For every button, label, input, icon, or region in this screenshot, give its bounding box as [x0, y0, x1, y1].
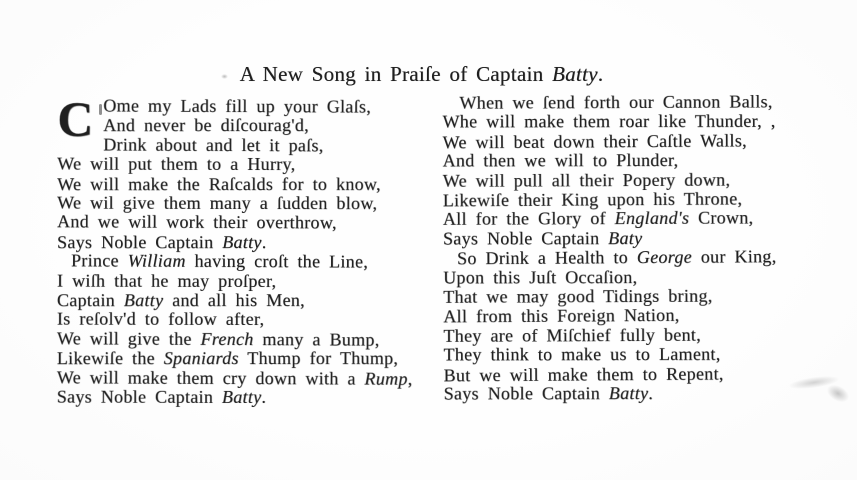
text-run: Upon this Juſt Occaſion,: [443, 266, 638, 288]
text-run: And never be diſcourag'd,: [103, 115, 309, 136]
italic-text: Batty: [222, 231, 262, 252]
verse-line: [57, 329, 439, 350]
verse-line: [57, 135, 439, 156]
italic-text: Batty: [551, 62, 598, 86]
italic-text: Spaniards: [163, 348, 239, 369]
verse-line: [443, 325, 849, 346]
verse-column-right: [442, 92, 849, 404]
text-run: And we will work their overthrow,: [57, 211, 337, 233]
text-run: So Drink a Health to: [456, 247, 637, 269]
text-run: We will pull all their Popery down,: [442, 169, 731, 191]
text-run: Whe will make them roar like Thunder, ,: [442, 111, 776, 132]
verse-line: [57, 213, 439, 234]
text-run: Drink about and let it paſs,: [103, 134, 324, 156]
verse-line: [443, 267, 849, 287]
verse-line: [443, 228, 849, 248]
text-run: We will make them cry down with a: [56, 366, 365, 389]
text-run: They think to make us to Lament,: [443, 344, 721, 365]
italic-text: French: [200, 328, 254, 349]
text-run: .: [648, 383, 654, 404]
italic-text: Baty: [608, 227, 643, 248]
verse-line: [443, 209, 849, 230]
text-run: Crown,: [689, 207, 754, 229]
verse-line: [57, 175, 439, 195]
text-run: Says Noble Captain: [56, 386, 222, 408]
text-run: and all his Men,: [163, 290, 305, 311]
italic-text: Rump: [364, 368, 408, 389]
verse-line: [57, 251, 439, 272]
text-run: .: [261, 387, 267, 408]
verse-line: [443, 345, 849, 365]
text-run: We will beat down their Caſtle Walls,: [442, 130, 747, 153]
verse-column-left: [56, 90, 440, 408]
verse-line: [57, 233, 439, 253]
text-run: We will put them to a Hurry,: [57, 153, 296, 175]
text-run: When we ſend forth our Cannon Balls,: [459, 91, 773, 113]
italic-text: George: [636, 246, 693, 268]
verse-line: [57, 291, 439, 311]
verse-line: [443, 170, 849, 191]
verse-line: [57, 368, 439, 389]
text-run: Is reſolv'd to follow after,: [56, 309, 265, 330]
text-run: .: [597, 62, 604, 86]
verse-line: [57, 271, 439, 291]
text-run: Likewiſe their King upon his Throne,: [442, 188, 743, 211]
text-run: We will make the Raſcalds for to know,: [57, 173, 381, 194]
text-run: They are of Miſchief fully bent,: [443, 324, 701, 346]
text-run: Prince: [70, 250, 128, 271]
verse-line: [57, 310, 439, 330]
italic-text: William: [127, 250, 186, 271]
text-run: ,: [407, 368, 413, 389]
text-run: I wiſh that he may proſper,: [56, 270, 277, 291]
verse-line: [57, 349, 439, 369]
italic-text: Batty: [221, 387, 262, 408]
italic-text: Batty: [608, 383, 649, 404]
text-run: our King,: [691, 246, 777, 267]
verse-line: [443, 151, 849, 171]
text-run: having croſt the Line,: [185, 250, 369, 272]
text-run: All from this Foreign Nation,: [443, 305, 680, 327]
text-run: That we may good Tidings bring,: [443, 285, 713, 307]
italic-text: England's: [614, 208, 690, 229]
text-run: We wil give them many a ſudden blow,: [57, 192, 378, 214]
verse-line: [443, 247, 849, 269]
verse-line: [57, 116, 439, 136]
verse-line: [442, 112, 848, 132]
text-run: .: [261, 231, 267, 252]
text-run: Ome my Lads fill up your Glaſs,: [103, 95, 372, 117]
verse-line: [57, 155, 439, 175]
song-title: [0, 62, 843, 87]
text-run: Says Noble Captain: [57, 231, 223, 252]
italic-text: Batty: [123, 290, 164, 311]
drop-cap: C: [57, 90, 94, 147]
text-run: But we will make them to Repent,: [443, 363, 724, 385]
verse-line: [444, 384, 850, 404]
verse-line: [57, 388, 439, 408]
text-run: We will give the: [56, 328, 201, 349]
text-run: All for the Glory of: [442, 208, 615, 230]
text-run: Says Noble Captain: [442, 227, 609, 249]
text-run: Captain: [56, 290, 124, 311]
text-run: many a Bump,: [253, 328, 380, 350]
text-run: Says Noble Captain: [443, 383, 609, 404]
text-run: Likewiſe the: [56, 348, 164, 369]
text-run: A New Song in Praiſe of Captain: [239, 62, 552, 86]
text-run: And then we will to Plunder,: [442, 150, 679, 171]
text-run: Thump for Thump,: [238, 348, 399, 369]
